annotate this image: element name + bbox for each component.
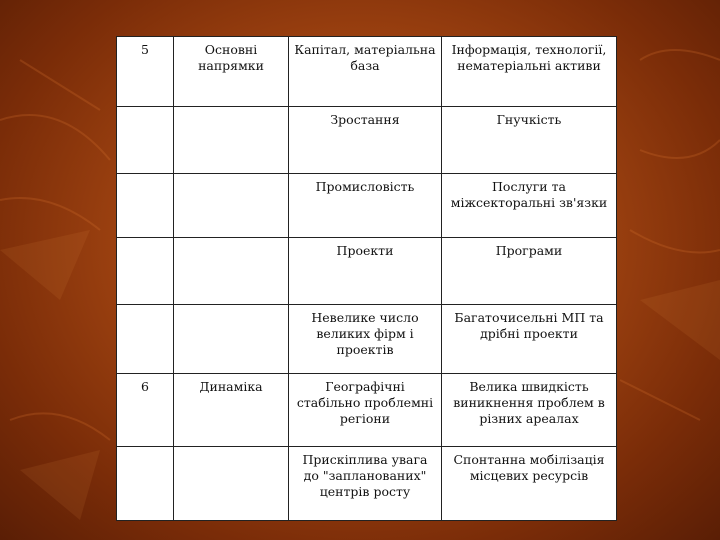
row-number-cell	[117, 447, 174, 521]
old-approach-cell: Промисловість	[289, 174, 442, 238]
row-number-cell: 6	[117, 374, 174, 447]
old-approach-cell: Капітал, матеріальна база	[289, 37, 442, 107]
row-number-cell	[117, 305, 174, 374]
old-approach-cell: Прискіплива увага до "запланованих" центрів росту	[289, 447, 442, 521]
table-row	[117, 174, 617, 238]
old-approach-cell: Географічні стабільно проблемні регіони	[289, 374, 442, 447]
row-number-cell: 5	[117, 37, 174, 107]
direction-cell	[174, 238, 289, 305]
new-approach-cell: Велика швидкість виникнення проблем в різних ареалах	[442, 374, 617, 447]
direction-cell	[174, 174, 289, 238]
direction-cell: Динаміка	[174, 374, 289, 447]
new-approach-cell: Багаточисельні МП та дрібні проекти	[442, 305, 617, 374]
new-approach-cell: Послуги та міжсекторальні зв'язки	[442, 174, 617, 238]
table	[116, 36, 617, 521]
new-approach-cell: Програми	[442, 238, 617, 305]
new-approach-cell: Гнучкість	[442, 107, 617, 174]
direction-cell	[174, 107, 289, 174]
table-row	[117, 447, 617, 521]
old-approach-cell: Зростання	[289, 107, 442, 174]
old-approach-cell: Проекти	[289, 238, 442, 305]
row-number-cell	[117, 238, 174, 305]
direction-cell	[174, 447, 289, 521]
table-row	[117, 238, 617, 305]
direction-cell	[174, 305, 289, 374]
row-number-cell	[117, 107, 174, 174]
comparison-table	[116, 36, 616, 520]
table-row	[117, 37, 617, 107]
new-approach-cell: Інформація, технології, нематеріальні активи	[442, 37, 617, 107]
direction-cell: Основні напрямки	[174, 37, 289, 107]
old-approach-cell: Невелике число великих фірм і проектів	[289, 305, 442, 374]
row-number-cell	[117, 174, 174, 238]
table-row	[117, 374, 617, 447]
new-approach-cell: Спонтанна мобілізація місцевих ресурсів	[442, 447, 617, 521]
table-row	[117, 305, 617, 374]
table-row	[117, 107, 617, 174]
